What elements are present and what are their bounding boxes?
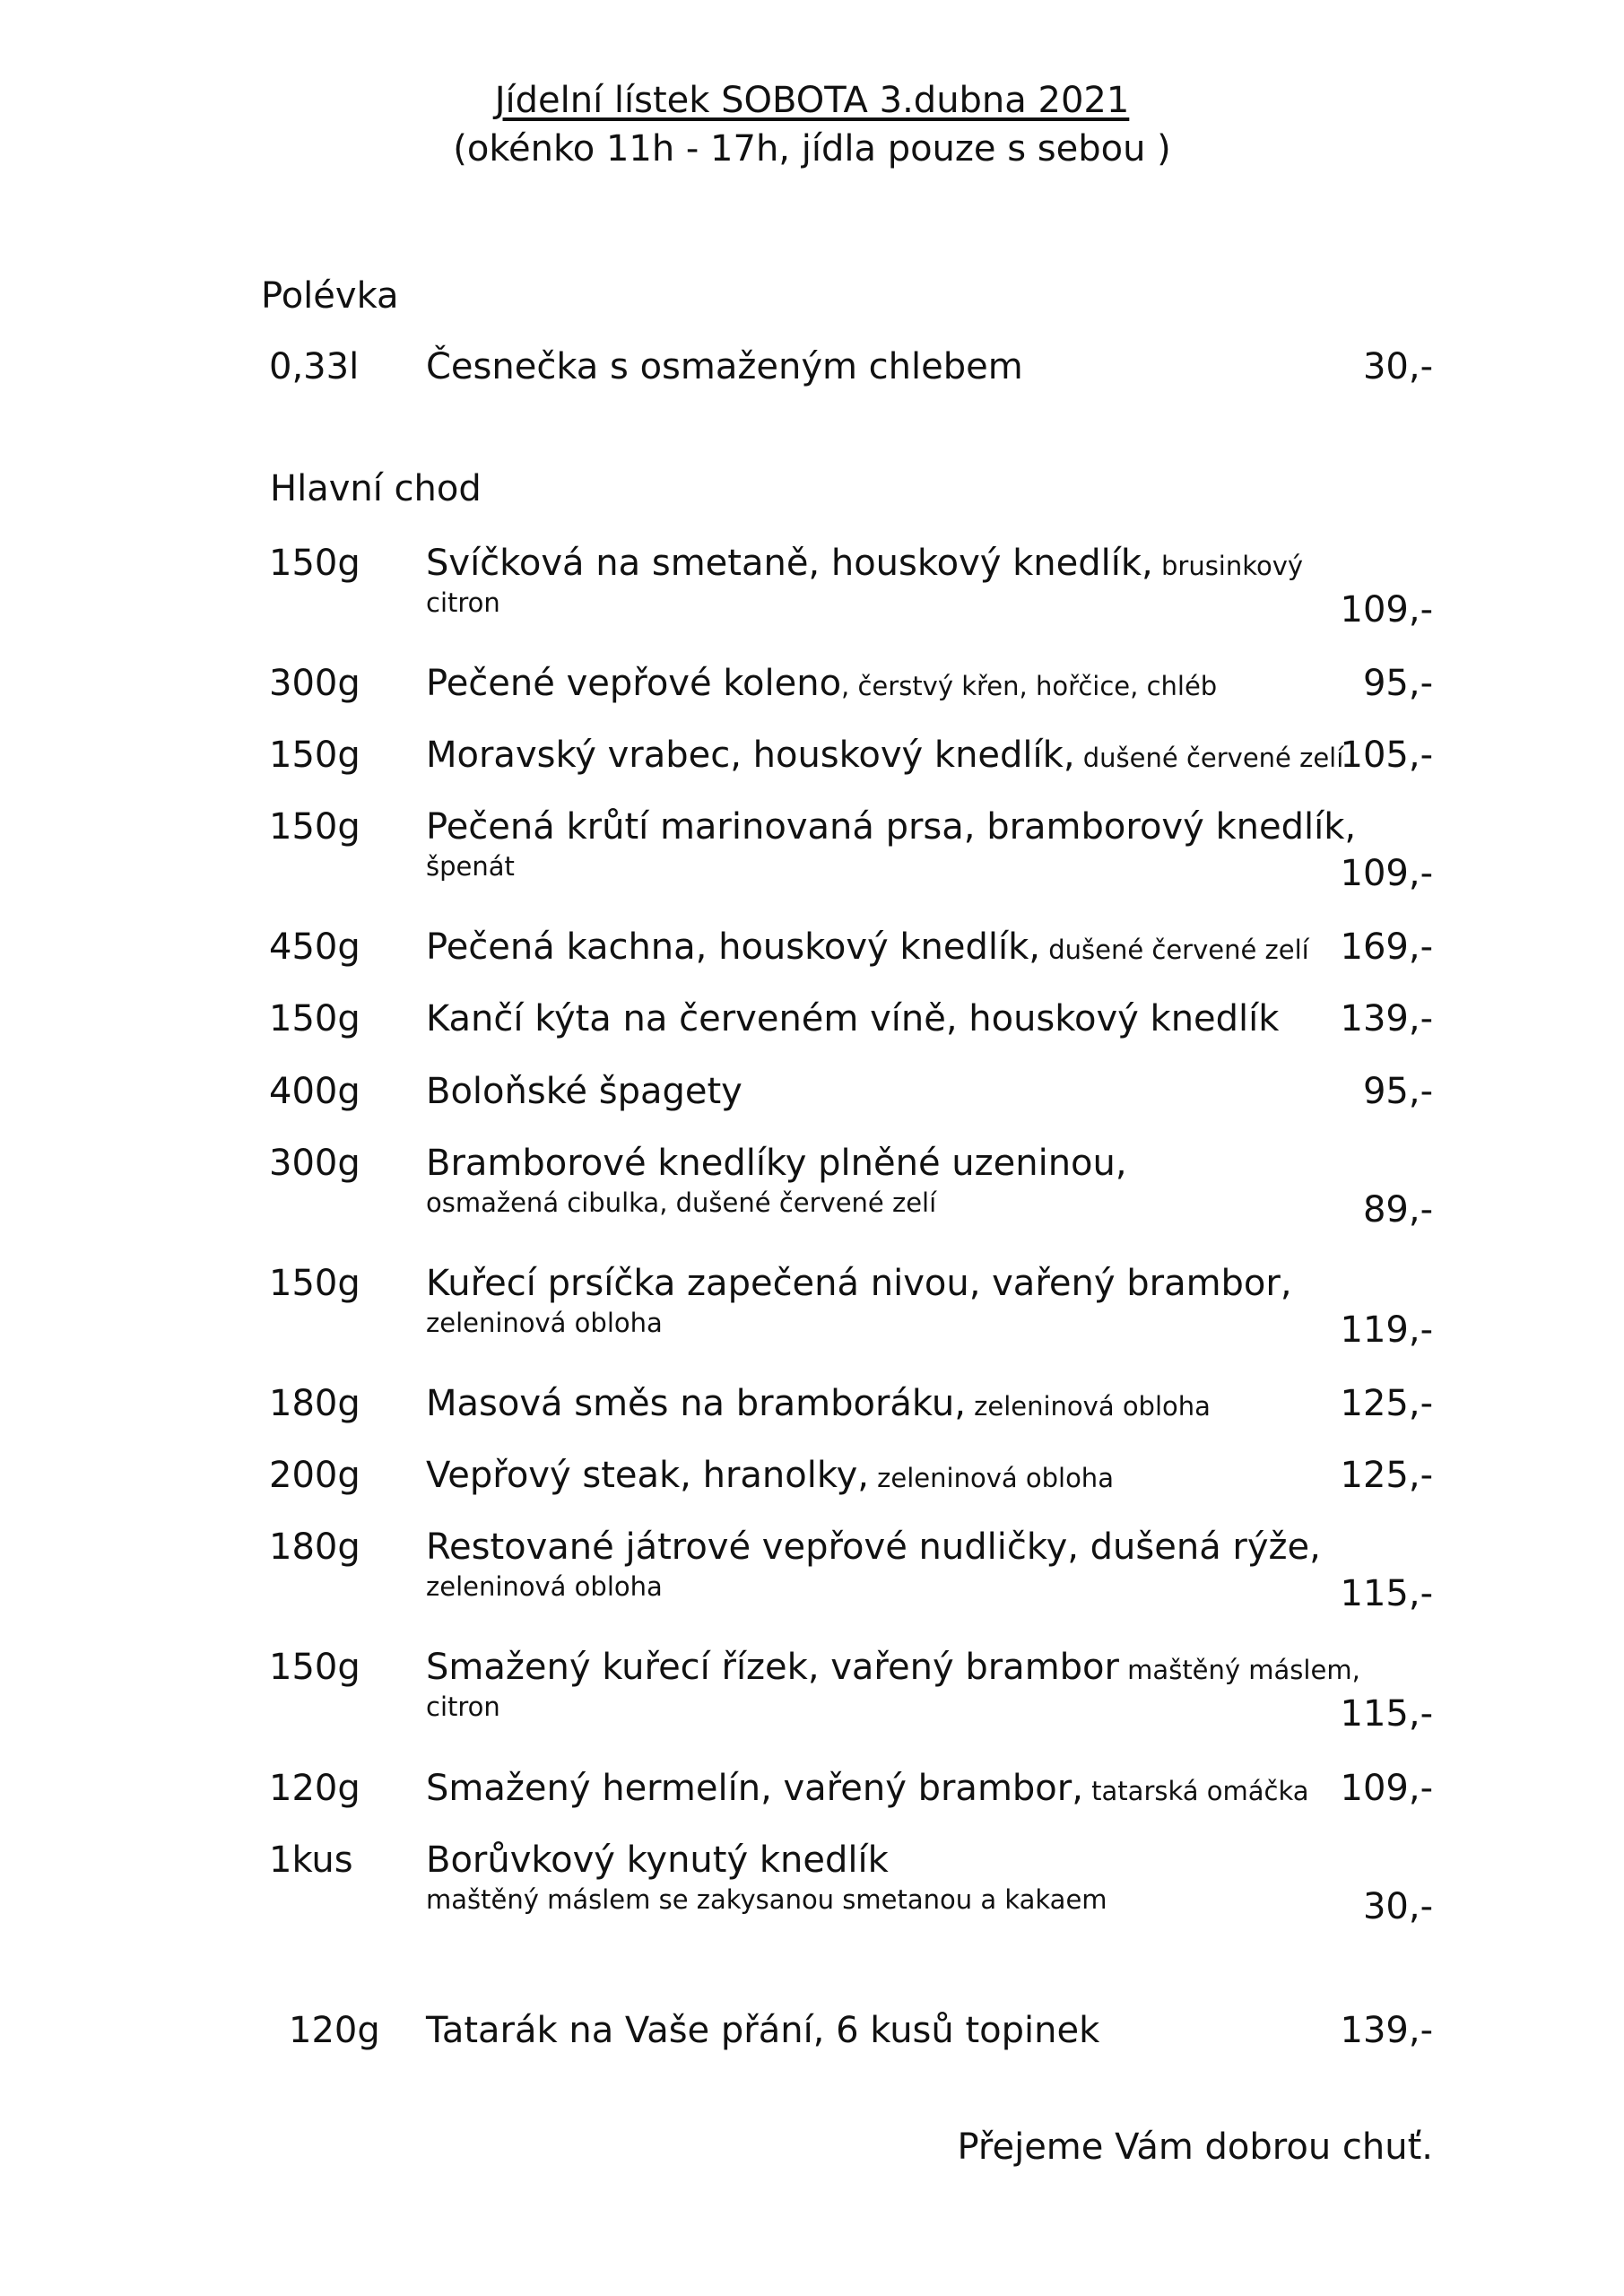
special-item <box>0 2010 1624 2111</box>
item-name <box>426 735 1344 776</box>
item-weight: 180g <box>269 1383 360 1424</box>
item-name <box>426 1647 1360 1688</box>
item-price: 89,- <box>1362 1189 1433 1231</box>
item-price: 95,- <box>1362 1071 1433 1112</box>
item-price: 139,- <box>1340 2010 1433 2051</box>
item-name <box>426 1839 889 1881</box>
item-side-note: zeleninová obloha <box>868 1463 1114 1493</box>
item-weight: 180g <box>269 1526 360 1568</box>
menu-subtitle: (okénko 11h - 17h, jídla pouze s sebou ) <box>453 128 1171 170</box>
item-name-text: Kuřecí prsíčka zapečená nivou, vařený brambor, <box>426 1263 1292 1304</box>
item-price: 169,- <box>1340 926 1433 968</box>
item-side-note: dušené červené zelí <box>1074 743 1344 773</box>
item-weight: 300g <box>269 1143 360 1184</box>
item-name-text: Smažený hermelín, vařený brambor, <box>426 1768 1083 1809</box>
item-weight: 150g <box>269 543 360 584</box>
item-weight: 1kus <box>269 1839 353 1881</box>
item-name <box>426 346 1023 387</box>
item-side-note: zeleninová obloha <box>965 1391 1211 1422</box>
item-price: 125,- <box>1340 1455 1433 1496</box>
item-name <box>426 1455 1114 1496</box>
item-side-note: zeleninová obloha <box>426 1571 663 1602</box>
item-price: 109,- <box>1340 589 1433 631</box>
item-name: Tatarák na Vaše přání, 6 kusů topinek <box>426 2010 1100 2051</box>
item-side-note: tatarská omáčka <box>1082 1776 1309 1806</box>
item-name <box>426 1143 1127 1184</box>
item-price: 105,- <box>1340 735 1433 776</box>
item-price: 30,- <box>1362 1886 1433 1927</box>
main-course-heading: Hlavní chod <box>270 468 482 509</box>
item-price: 139,- <box>1340 998 1433 1039</box>
item-name-text: Svíčková na smetaně, houskový knedlík, <box>426 543 1153 584</box>
item-weight: 150g <box>269 1647 360 1688</box>
item-name <box>426 1263 1292 1304</box>
item-side-note: citron <box>426 1692 500 1722</box>
item-side-note: osmažená cibulka, dušené červené zelí <box>426 1187 937 1218</box>
item-price: 119,- <box>1340 1309 1433 1351</box>
item-weight: 300g <box>269 663 360 704</box>
menu-item <box>0 1839 1624 1941</box>
item-name <box>426 543 1304 584</box>
item-weight: 150g <box>269 1263 360 1304</box>
soup-heading: Polévka <box>261 275 399 317</box>
item-price: 109,- <box>1340 1768 1433 1809</box>
item-weight: 0,33l <box>269 346 360 387</box>
item-price: 30,- <box>1362 346 1433 387</box>
item-name-text: Borůvkový kynutý knedlík <box>426 1839 889 1881</box>
item-name <box>426 1071 743 1112</box>
item-name <box>426 1383 1211 1424</box>
menu-item <box>0 1649 1624 1748</box>
item-weight: 450g <box>269 926 360 968</box>
item-name-text: Pečená kachna, houskový knedlík, <box>426 926 1040 968</box>
item-name-text: Vepřový steak, hranolky, <box>426 1455 869 1496</box>
item-price: 115,- <box>1340 1573 1433 1614</box>
item-side-note: brusinkový <box>1152 551 1304 581</box>
closing-note: Přejeme Vám dobrou chuť. <box>957 2126 1433 2168</box>
item-price: 115,- <box>1340 1693 1433 1735</box>
item-name-text: Boloňské špagety <box>426 1071 743 1112</box>
item-name-text: Masová směs na bramboráku, <box>426 1383 966 1424</box>
item-name-text: Kančí kýta na červeném víně, houskový knedlík <box>426 998 1280 1039</box>
item-name-text: Pečené vepřové koleno <box>426 663 842 704</box>
item-name-text: Restované játrové vepřové nudličky, dušená rýže, <box>426 1526 1321 1568</box>
item-weight: 400g <box>269 1071 360 1112</box>
item-weight: 150g <box>269 735 360 776</box>
item-name-text: Moravský vrabec, houskový knedlík, <box>426 735 1075 776</box>
item-weight: 200g <box>269 1455 360 1496</box>
menu-item <box>0 346 1624 448</box>
menu-item <box>0 545 1624 644</box>
item-name <box>426 1526 1321 1568</box>
item-price: 95,- <box>1362 663 1433 704</box>
item-side-note: citron <box>426 587 500 618</box>
item-side-note: maštěný máslem se zakysanou smetanou a kakaem <box>426 1884 1107 1915</box>
item-name-text: Česnečka s osmaženým chlebem <box>426 346 1023 387</box>
item-name <box>426 926 1309 968</box>
menu-item <box>0 1145 1624 1244</box>
item-price: 125,- <box>1340 1383 1433 1424</box>
item-side-note: zeleninová obloha <box>426 1308 663 1338</box>
item-name-text: Pečená krůtí marinovaná prsa, bramborový knedlík, <box>426 806 1357 848</box>
item-name <box>426 663 1218 704</box>
item-weight: 150g <box>269 998 360 1039</box>
item-name-text: Smažený kuřecí řízek, vařený brambor <box>426 1647 1119 1688</box>
item-side-note: špenát <box>426 851 515 882</box>
item-name <box>426 1768 1309 1809</box>
item-weight: 120g <box>269 1768 360 1809</box>
item-side-note: dušené červené zelí <box>1040 935 1309 965</box>
item-side-note: maštěný máslem, <box>1118 1655 1360 1685</box>
menu-item <box>0 806 1624 908</box>
menu-title: Jídelní lístek SOBOTA 3.dubna 2021 <box>494 80 1130 121</box>
item-weight: 120g <box>289 2010 380 2051</box>
item-name <box>426 806 1357 848</box>
menu-item <box>0 1265 1624 1364</box>
item-name-text: Bramborové knedlíky plněné uzeninou, <box>426 1143 1127 1184</box>
item-side-note: , čerstvý křen, hořčice, chléb <box>841 671 1218 701</box>
item-name <box>426 998 1280 1039</box>
item-price: 109,- <box>1340 853 1433 894</box>
menu-item <box>0 1526 1624 1628</box>
item-weight: 150g <box>269 806 360 848</box>
